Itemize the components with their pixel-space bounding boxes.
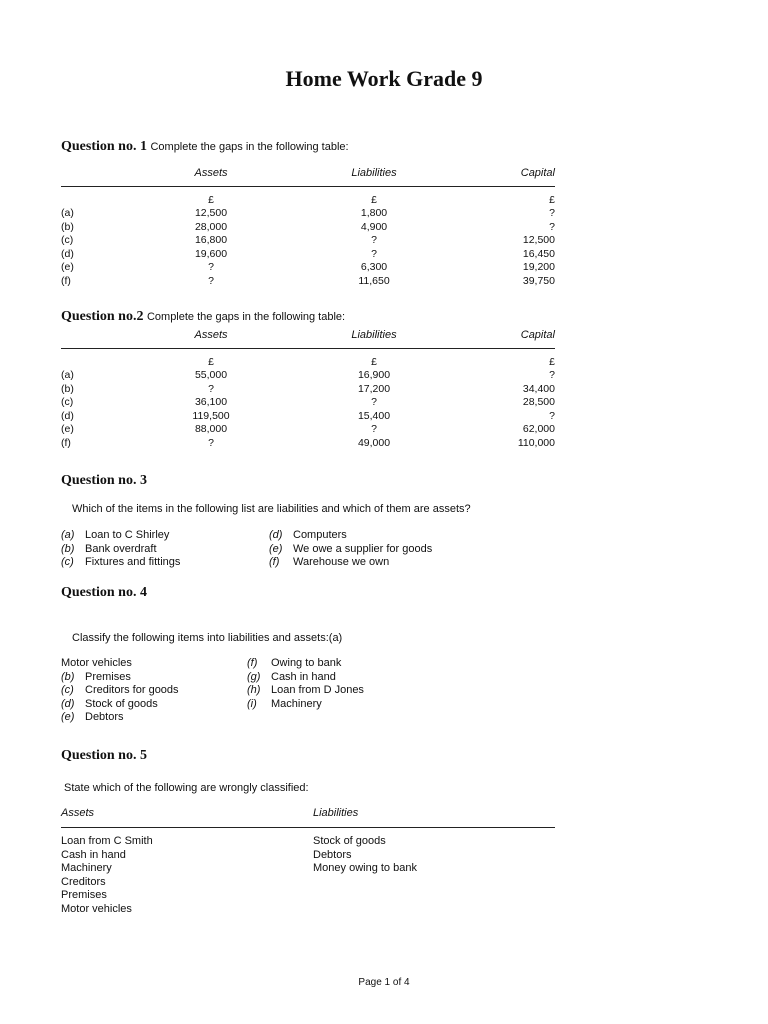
q3-instruction: Which of the items in the following list are liabilities and which of them are assets? <box>72 503 471 515</box>
q2-header-assets: Assets <box>194 329 228 341</box>
q1-heading <box>61 139 349 155</box>
q4-item-text: Creditors for goods <box>85 684 179 696</box>
q1-header-liabilities: Liabilities <box>351 167 397 179</box>
q1-cell-capital: ? <box>549 207 555 219</box>
q4-instruction: Classify the following items into liabilities and assets:(a) <box>72 632 343 644</box>
q4-item-label: (d) <box>61 697 75 710</box>
q3-item-text: Warehouse we own <box>293 556 390 568</box>
q1-cell-capital: 12,500 <box>522 234 555 246</box>
q1-row-label: (d) <box>61 247 74 260</box>
q2-row-label: (d) <box>61 409 74 422</box>
q2-cell-capital: 110,000 <box>517 436 555 449</box>
q5-instruction: State which of the following are wrongly classified: <box>64 782 309 794</box>
q1-header-assets: Assets <box>194 167 228 179</box>
q2-cell-assets: 55,000 <box>194 369 228 381</box>
q2-cell-liabilities: 49,000 <box>357 436 391 449</box>
q1-header-capital: Capital <box>520 167 555 179</box>
q4-item-label: (i) <box>247 697 257 710</box>
q1-currency-capital: £ <box>549 194 555 206</box>
q3-item-label: (a) <box>61 529 75 541</box>
q2-cell-assets: 36,100 <box>194 396 228 408</box>
q5-asset-item: Premises <box>61 889 107 901</box>
q1-cell-capital: ? <box>549 220 555 233</box>
q1-cell-assets: ? <box>208 261 214 273</box>
q5-liability-item: Debtors <box>313 848 352 861</box>
q5-asset-item: Creditors <box>61 875 106 888</box>
q1-heading-text: Question no. 1 <box>61 139 147 154</box>
q5-header-liabilities: Liabilities <box>313 807 359 819</box>
q3-item-text: We owe a supplier for goods <box>293 542 433 555</box>
q1-cell-liabilities: 4,900 <box>360 220 388 233</box>
q1-cell-assets: ? <box>208 274 214 287</box>
q1-cell-assets: 12,500 <box>194 207 228 219</box>
q1-cell-capital: 19,200 <box>522 261 555 273</box>
q1-row-label: (e) <box>61 261 74 273</box>
q1-cell-assets: 19,600 <box>194 247 228 260</box>
q2-currency-liabilities: £ <box>371 356 377 368</box>
q5-liability-item: Money owing to bank <box>313 862 417 874</box>
q2-row-label: (c) <box>61 396 74 408</box>
q1-row-label: (a) <box>61 207 74 219</box>
q2-cell-assets: 119,500 <box>192 409 230 422</box>
q4-item-text: Motor vehicles <box>61 657 132 669</box>
q5-asset-item: Motor vehicles <box>61 902 132 915</box>
q5-header-assets: Assets <box>61 807 95 819</box>
q3-item-text: Fixtures and fittings <box>85 556 181 568</box>
q1-cell-liabilities: 11,650 <box>358 274 390 287</box>
q2-cell-liabilities: 16,900 <box>357 369 391 381</box>
q4-item-text: Premises <box>85 670 131 683</box>
q1-cell-assets: 28,000 <box>194 220 228 233</box>
q2-cell-liabilities: 17,200 <box>357 382 391 395</box>
q3-item-label: (d) <box>269 529 283 541</box>
q3-heading: Question no. 3 <box>61 473 147 488</box>
q2-instruction: Complete the gaps in the following table: <box>146 311 346 323</box>
q2-row-label: (a) <box>61 369 74 381</box>
q4-item-text: Debtors <box>85 711 124 723</box>
q1-row-label: (b) <box>61 220 74 233</box>
q4-item-label: (e) <box>61 711 75 723</box>
q3-item-text: Loan to C Shirley <box>85 529 170 541</box>
q1-cell-liabilities: ? <box>371 247 377 260</box>
q2-cell-liabilities: ? <box>371 396 377 408</box>
q5-asset-item: Cash in hand <box>61 848 126 861</box>
q1-instruction: Complete the gaps in the following table: <box>150 141 349 153</box>
page-footer: Page 1 of 4 <box>358 977 410 988</box>
q1-currency-assets: £ <box>208 194 214 206</box>
q3-item-text: Computers <box>293 529 347 541</box>
q1-cell-capital: 16,450 <box>522 247 555 260</box>
q1-row-label: (c) <box>61 234 74 246</box>
q4-item-label: (b) <box>61 670 75 683</box>
q4-heading: Question no. 4 <box>61 585 147 600</box>
q1-cell-liabilities: ? <box>371 234 377 246</box>
q4-item-label: (g) <box>247 670 261 683</box>
q2-cell-capital: ? <box>549 369 555 381</box>
q3-item-label: (e) <box>269 542 283 555</box>
q2-currency-assets: £ <box>208 356 214 368</box>
q2-cell-assets: ? <box>208 436 214 449</box>
q3-item-label: (b) <box>61 542 75 555</box>
q2-cell-capital: 34,400 <box>522 382 555 395</box>
q2-cell-liabilities: 15,400 <box>357 409 391 422</box>
q2-cell-liabilities: ? <box>371 423 377 435</box>
q2-cell-capital: ? <box>549 409 555 422</box>
q4-item-text: Owing to bank <box>271 657 342 669</box>
q5-header-rule <box>61 827 555 828</box>
q5-liability-item: Stock of goods <box>313 835 386 847</box>
q4-item-text: Machinery <box>271 697 322 710</box>
q3-item-text: Bank overdraft <box>85 542 157 555</box>
q4-item-text: Loan from D Jones <box>271 684 364 696</box>
q1-currency-liabilities: £ <box>371 194 377 206</box>
q2-cell-assets: 88,000 <box>194 423 228 435</box>
q4-item-text: Stock of goods <box>85 697 158 710</box>
q2-cell-assets: ? <box>208 382 214 395</box>
q2-header-liabilities: Liabilities <box>351 329 397 341</box>
q2-row-label: (f) <box>61 436 71 449</box>
q4-item-label: (h) <box>247 684 261 696</box>
q4-item-label: (f) <box>247 657 258 669</box>
q1-row-label: (f) <box>61 274 71 287</box>
q2-cell-capital: 28,500 <box>522 396 555 408</box>
q3-item-label: (f) <box>269 556 280 568</box>
q1-cell-liabilities: 1,800 <box>360 207 388 219</box>
q2-header-rule <box>61 348 555 349</box>
q3-item-label: (c) <box>61 556 74 568</box>
q2-row-label: (e) <box>61 423 74 435</box>
q1-cell-liabilities: 6,300 <box>360 261 388 273</box>
q2-cell-capital: 62,000 <box>522 423 555 435</box>
q2-row-label: (b) <box>61 382 74 395</box>
q1-header-rule <box>61 186 555 187</box>
q1-cell-capital: 39,750 <box>522 274 555 287</box>
q2-heading <box>61 309 345 325</box>
q4-item-label: (c) <box>61 684 74 696</box>
q2-heading-text: Question no.2 <box>61 309 144 324</box>
q5-heading: Question no. 5 <box>61 748 147 763</box>
q5-asset-item: Machinery <box>61 862 112 874</box>
q2-currency-capital: £ <box>549 356 555 368</box>
q1-cell-assets: 16,800 <box>194 234 228 246</box>
q2-header-capital: Capital <box>520 329 555 341</box>
q4-item-text: Cash in hand <box>271 670 336 683</box>
page-title: Home Work Grade 9 <box>285 66 483 91</box>
q5-asset-item: Loan from C Smith <box>61 835 153 847</box>
